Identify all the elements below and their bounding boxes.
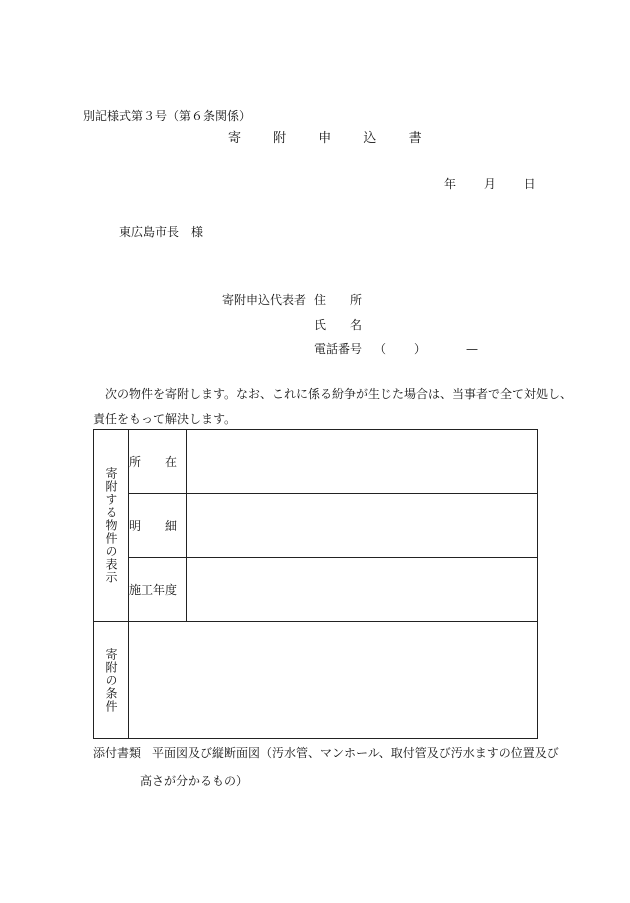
- conditions-field[interactable]: [129, 622, 538, 739]
- location-field[interactable]: [187, 430, 538, 494]
- phone-open-paren: （: [374, 342, 387, 356]
- date-day-label: 日: [523, 177, 536, 191]
- title-char-3: 申: [318, 131, 332, 146]
- details-label: 明 細: [129, 494, 187, 558]
- phone-label: 電話番号: [314, 342, 363, 356]
- phone-close-paren: ）: [414, 342, 427, 356]
- addressee: 東広島市長 様: [119, 225, 204, 239]
- title-char-4: 込: [363, 131, 377, 146]
- date-year-label: 年: [444, 177, 457, 191]
- section-conditions-header: [94, 622, 129, 739]
- attachments-label: 添付書類: [93, 746, 142, 760]
- attachments-line-2: 高さが分かるもの）: [140, 774, 249, 788]
- address-label: 住 所: [314, 293, 363, 307]
- location-label: 所 在: [129, 430, 187, 494]
- body-text-line-1: 次の物件を寄附します。なお、これに係る紛争が生じた場合は、当事者で全て対処し、: [105, 387, 573, 401]
- date-month-label: 月: [483, 177, 496, 191]
- section-property-header: [94, 430, 129, 622]
- phone-dash: —: [466, 342, 478, 356]
- section-property-text: 寄附する物件の表示: [104, 467, 118, 584]
- section-conditions-text: 寄附の条件: [104, 647, 118, 713]
- construction-year-label: 施工年度: [129, 558, 187, 622]
- form-number: 別記様式第３号（第６条関係）: [83, 109, 252, 123]
- date-line: [444, 176, 536, 192]
- donation-table: [93, 429, 538, 739]
- title-char-2: 附: [273, 131, 287, 146]
- title-char-1: 寄: [228, 131, 242, 146]
- applicant-role: 寄附申込代表者: [222, 293, 307, 307]
- title-char-5: 書: [408, 131, 422, 146]
- name-label: 氏 名: [314, 318, 363, 332]
- document-title: [228, 131, 422, 147]
- attachments-line-1: 平面図及び縦断面図（汚水管、マンホール、取付管及び汚水ますの位置及び: [152, 746, 559, 760]
- body-text-line-2: 責任をもって解決します。: [93, 412, 237, 426]
- details-field[interactable]: [187, 494, 538, 558]
- construction-year-field[interactable]: [187, 558, 538, 622]
